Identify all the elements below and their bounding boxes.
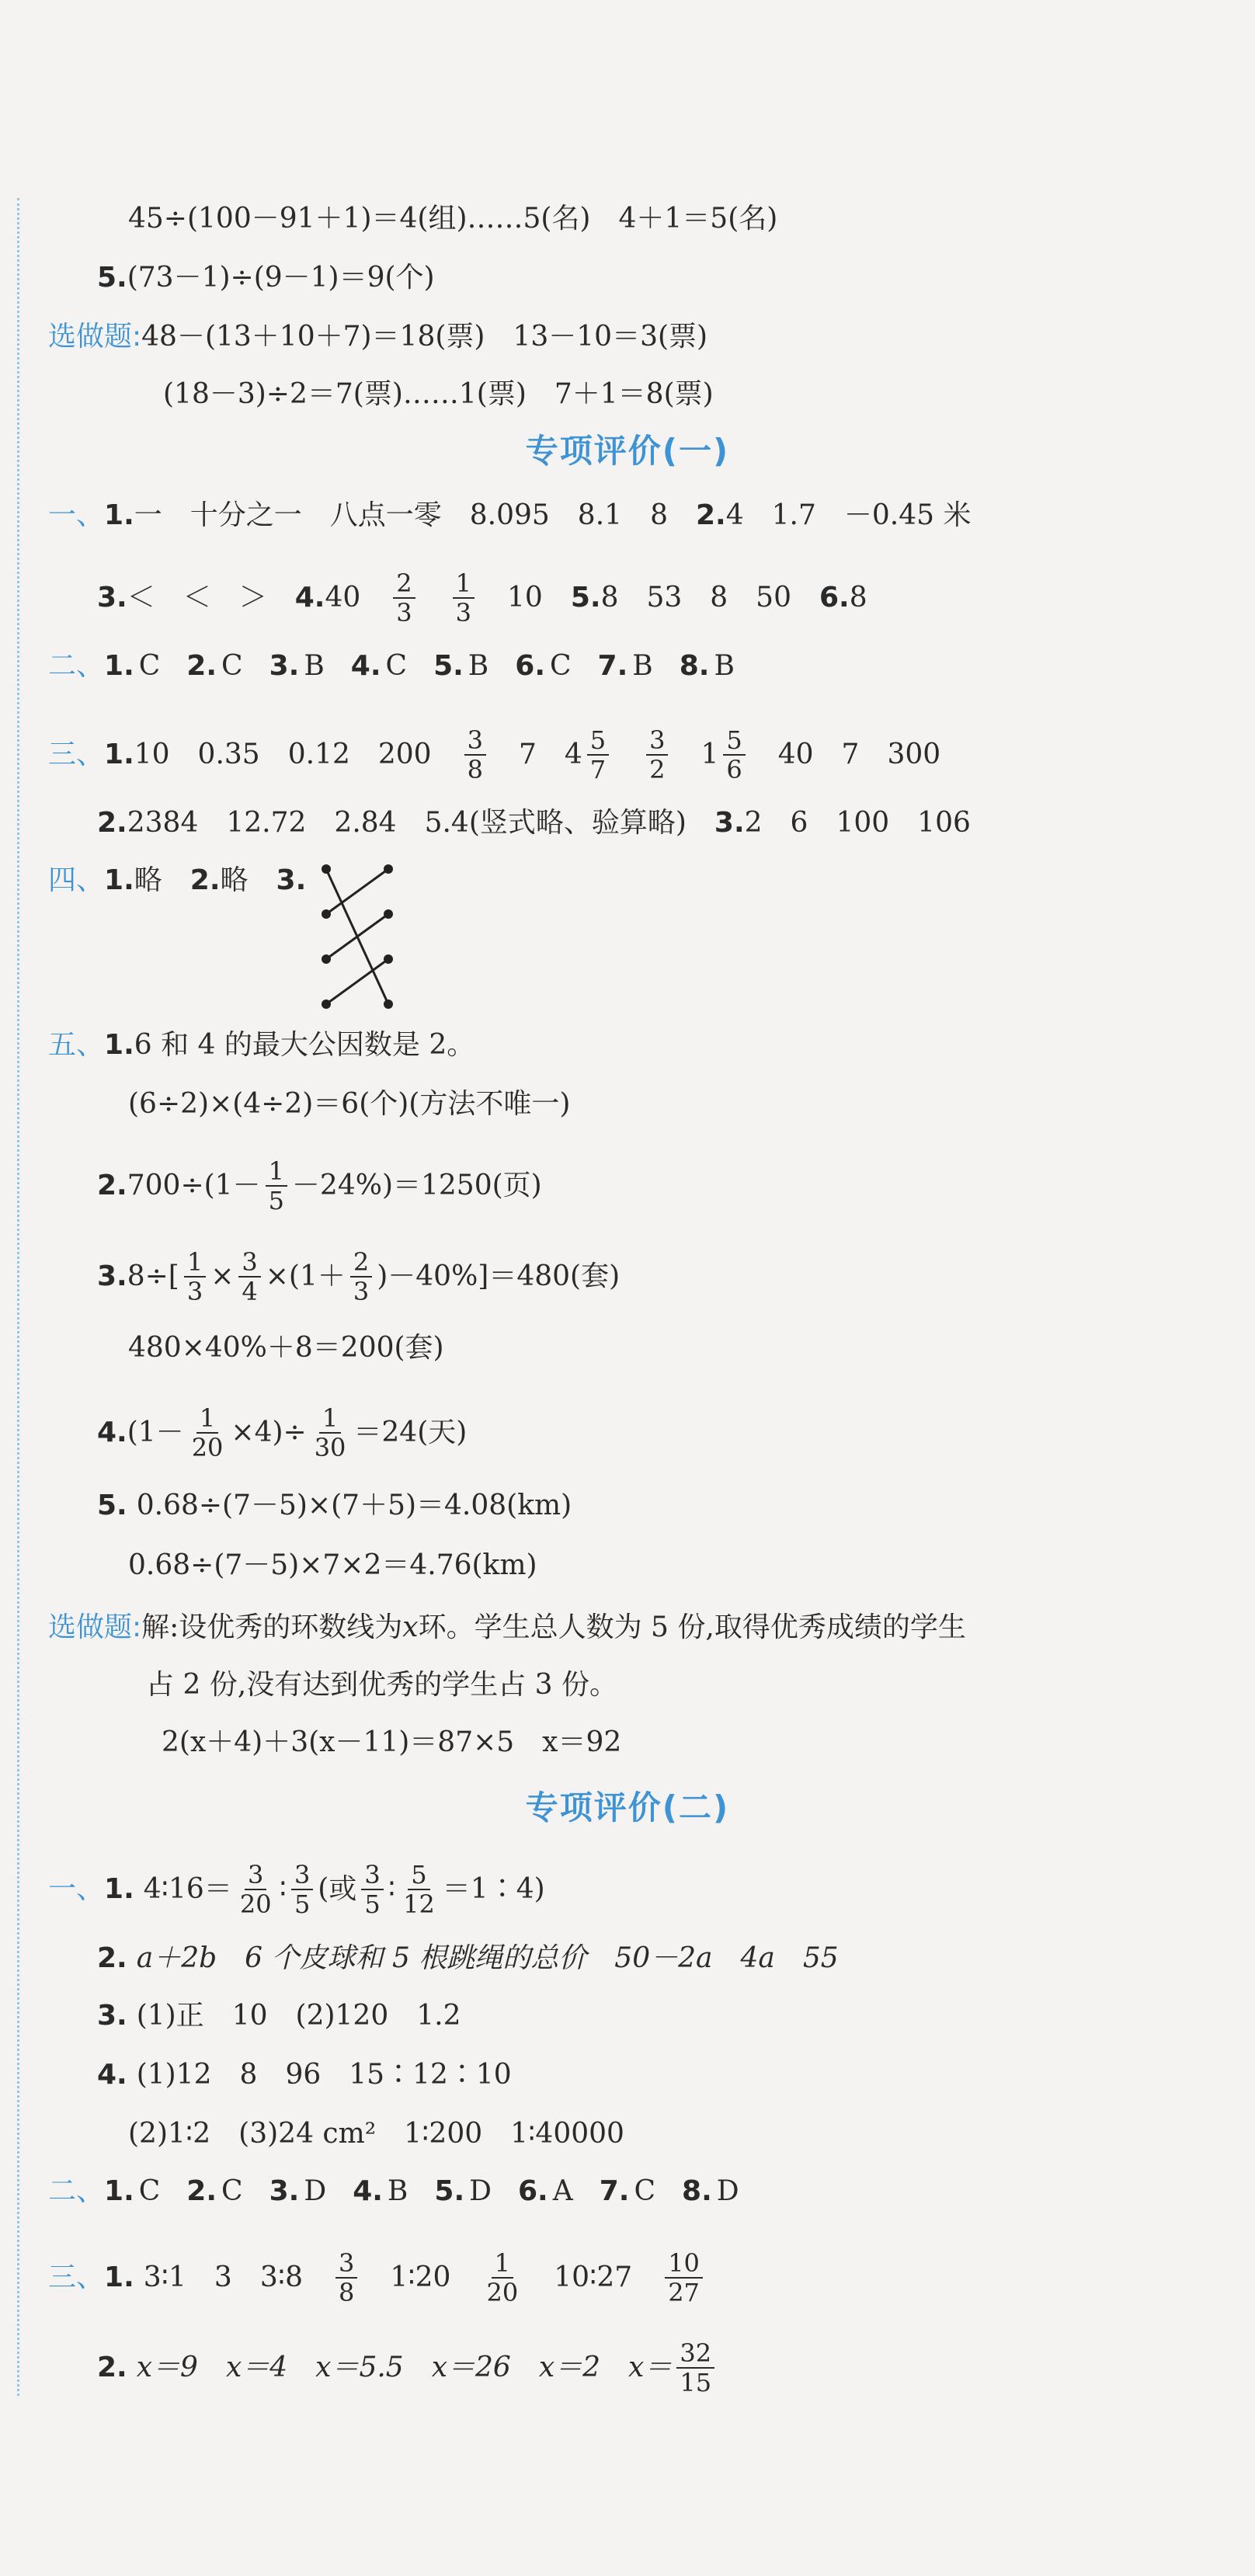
fraction: $\frac{1}{5}$: [266, 1157, 287, 1215]
choice-number: 4.: [350, 650, 381, 682]
choice-number: 6.: [518, 2175, 548, 2207]
choice-answer: C: [221, 2175, 243, 2207]
s2-yi-line4: 4. (1)12 8 96 15∶12∶10: [97, 2059, 512, 2091]
fraction: $\frac{5}{7}$: [587, 726, 609, 784]
choice-answer: C: [385, 650, 408, 682]
s1-wu-line4: 4. (1－ $\frac{1}{20}$ ×4)÷ $\frac{1}{30}$ ＝24(天): [97, 1403, 468, 1462]
fraction: $\frac{1}{20}$: [486, 2248, 519, 2307]
top-line-1: 45÷(100－91＋1)＝4(组)……5(名) 4＋1＝5(名): [128, 203, 778, 235]
diagram-dot: [384, 954, 393, 964]
choice-number: 5.: [433, 650, 464, 682]
fraction: $\frac{10}{27}$: [665, 2249, 703, 2307]
diagram-dot: [322, 909, 331, 919]
diagram-line: [326, 914, 388, 959]
s1-wu-line1b: (6÷2)×(4÷2)＝6(个)(方法不唯一): [128, 1088, 571, 1120]
choice-answer: A: [552, 2175, 573, 2207]
s2-san-line1: 三、 1. 3∶1 3 3∶8 $\frac{3}{8}$ 1∶20 $\frac{1}{20}$ 10∶27 $\frac{10}{27}$: [48, 2249, 707, 2307]
diagram-dot: [322, 999, 331, 1009]
choice-answer: C: [138, 2175, 161, 2207]
fraction: $\frac{3}{4}$: [238, 1248, 260, 1305]
choice-answer: C: [634, 2175, 656, 2207]
diagram-dot: [384, 864, 393, 874]
s1-xz-line1: 选做题: 解:设优秀的环数线为 x 环。学生总人数为 5 份,取得优秀成绩的学生: [48, 1611, 966, 1643]
s1-er-line: 二、 1. C 2. C 3. B 4. C 5. B 6. C 7. B 8. B: [48, 648, 761, 685]
choice-answer: B: [632, 650, 653, 682]
s1-xz-line3: 2(x＋4)＋3(x－11)＝87×5 x＝92: [162, 1726, 622, 1758]
s1-wu-line5: 5. 0.68÷(7－5)×(7＋5)＝4.08(km): [97, 1490, 572, 1521]
fraction: $\frac{2}{3}$: [393, 569, 415, 627]
s1-wu-line3b: 480×40%＋8＝200(套): [128, 1332, 444, 1364]
diagram-dot: [322, 864, 331, 874]
s1-san-line2: 2. 2384 12.72 2.84 5.4(竖式略、验算略) 3. 2 6 100 106: [97, 807, 971, 839]
matching-diagram: [311, 858, 404, 1013]
fraction: $\frac{3}{5}$: [361, 1861, 383, 1918]
choice-answer: C: [550, 650, 572, 682]
choice-number: 1.: [104, 2175, 134, 2207]
choice-number: 5.: [434, 2175, 465, 2207]
section-title-2: 专项评价(二): [525, 1789, 730, 1827]
s2-yi-line2: 2. a＋2b 6 个皮球和 5 根跳绳的总价 50－2a 4a 55: [97, 1942, 839, 1974]
choice-number: 3.: [269, 2175, 300, 2207]
fraction: $\frac{32}{15}$: [676, 2339, 714, 2397]
s2-yi-line1: 一、 1. 4∶16＝ $\frac{3}{20}$ ∶ $\frac{3}{5}$ (或 $\frac{3}{5}$ ∶ $\frac{5}{12}$ ＝1∶4): [48, 1860, 545, 1919]
s1-xz-line2: 占 2 份,没有达到优秀的学生占 3 份。: [146, 1669, 618, 1701]
fraction: $\frac{3}{8}$: [335, 2249, 357, 2307]
choice-number: 7.: [599, 2175, 630, 2207]
choice-answer: B: [304, 650, 325, 682]
fraction: $\frac{1}{3}$: [453, 569, 475, 627]
choice-answer: D: [304, 2175, 327, 2207]
s1-er-answers: [104, 648, 761, 685]
top-line-3: 选做题: 48－(13＋10＋7)＝18(票) 13－10＝3(票): [48, 321, 708, 353]
s1-wu-line3: 3. 8÷[ $\frac{1}{3}$ × $\frac{3}{4}$ ×(1＋ $\frac{2}{3}$ )－40%]＝480(套): [97, 1247, 621, 1306]
fraction: $\frac{3}{8}$: [464, 726, 486, 784]
fraction: $\frac{5}{12}$: [403, 1860, 435, 1919]
choice-answer: B: [387, 2175, 408, 2207]
choice-number: 8.: [679, 650, 710, 682]
s2-san-line2: 2. x＝9 x＝4 x＝5.5 x＝26 x＝2 x＝ $\frac{32}{15}$: [97, 2339, 719, 2397]
choice-number: 7.: [597, 650, 628, 682]
choice-answer: B: [468, 650, 489, 682]
s1-wu-line2: 2. 700÷(1－ $\frac{1}{5}$ －24%)＝1250(页): [97, 1156, 542, 1215]
fraction: $\frac{5}{6}$: [723, 726, 745, 784]
diagram-dot: [384, 999, 393, 1009]
s1-wu-line1: 五、 1. 6 和 4 的最大公因数是 2。: [48, 1029, 475, 1061]
choice-number: 2.: [186, 2175, 217, 2207]
fraction: $\frac{1}{30}$: [314, 1403, 346, 1462]
s1-wu-line5b: 0.68÷(7－5)×7×2＝4.76(km): [128, 1549, 537, 1581]
choice-answer: D: [716, 2175, 739, 2207]
fraction: $\frac{2}{3}$: [350, 1248, 372, 1305]
s2-er-answers: [104, 2173, 766, 2210]
s2-yi-line3: 3. (1)正 10 (2)120 1.2: [97, 2000, 461, 2032]
choice-answer: D: [469, 2175, 492, 2207]
choice-number: 8.: [682, 2175, 712, 2207]
s2-er-line: 二、 1. C 2. C 3. D 4. B 5. D 6. A 7. C 8. D: [48, 2173, 766, 2210]
choice-answer: C: [221, 650, 243, 682]
fraction: $\frac{1}{3}$: [184, 1248, 206, 1305]
fraction: $\frac{3}{5}$: [291, 1861, 313, 1918]
choice-number: 6.: [515, 650, 545, 682]
choice-number: 4.: [353, 2175, 383, 2207]
margin-dotted-line: [17, 198, 19, 2396]
s2-yi-line4b: (2)1∶2 (3)24 cm² 1∶200 1∶40000: [128, 2118, 624, 2150]
s1-yi-line2: 3. ＜ ＜ ＞ 4. 40 $\frac{2}{3}$ $\frac{1}{3}$ 10 5. 8 53 8 50 6. 8: [97, 568, 867, 627]
top-line-2: 5. (73－1)÷(9－1)＝9(个): [97, 262, 435, 294]
section-title-1: 专项评价(一): [525, 432, 730, 470]
top-line-4: (18－3)÷2＝7(票)……1(票) 7＋1＝8(票): [163, 378, 714, 410]
fraction: $\frac{3}{20}$: [239, 1860, 272, 1919]
choice-answer: B: [714, 650, 735, 682]
s1-yi-line1: 一、 1. 一 十分之一 八点一零 8.095 8.1 8 2. 4 1.7 －0.45 米: [48, 499, 972, 531]
diagram-dot: [322, 954, 331, 964]
choice-number: 1.: [104, 650, 134, 682]
diagram-dot: [384, 909, 393, 919]
fraction: $\frac{1}{20}$: [191, 1403, 224, 1462]
s1-si-line: 四、 1. 略 2. 略 3.: [48, 864, 307, 896]
fraction: $\frac{3}{2}$: [646, 726, 668, 784]
s1-san-line1: 三、 1. 10 0.35 0.12 200 $\frac{3}{8}$ 7 4 $\frac{5}{7}$ $\frac{3}{2}$ 1 $\frac{5}{6}$ 40 7 300: [48, 725, 941, 784]
choice-answer: C: [138, 650, 161, 682]
choice-number: 2.: [186, 650, 217, 682]
choice-number: 3.: [269, 650, 300, 682]
